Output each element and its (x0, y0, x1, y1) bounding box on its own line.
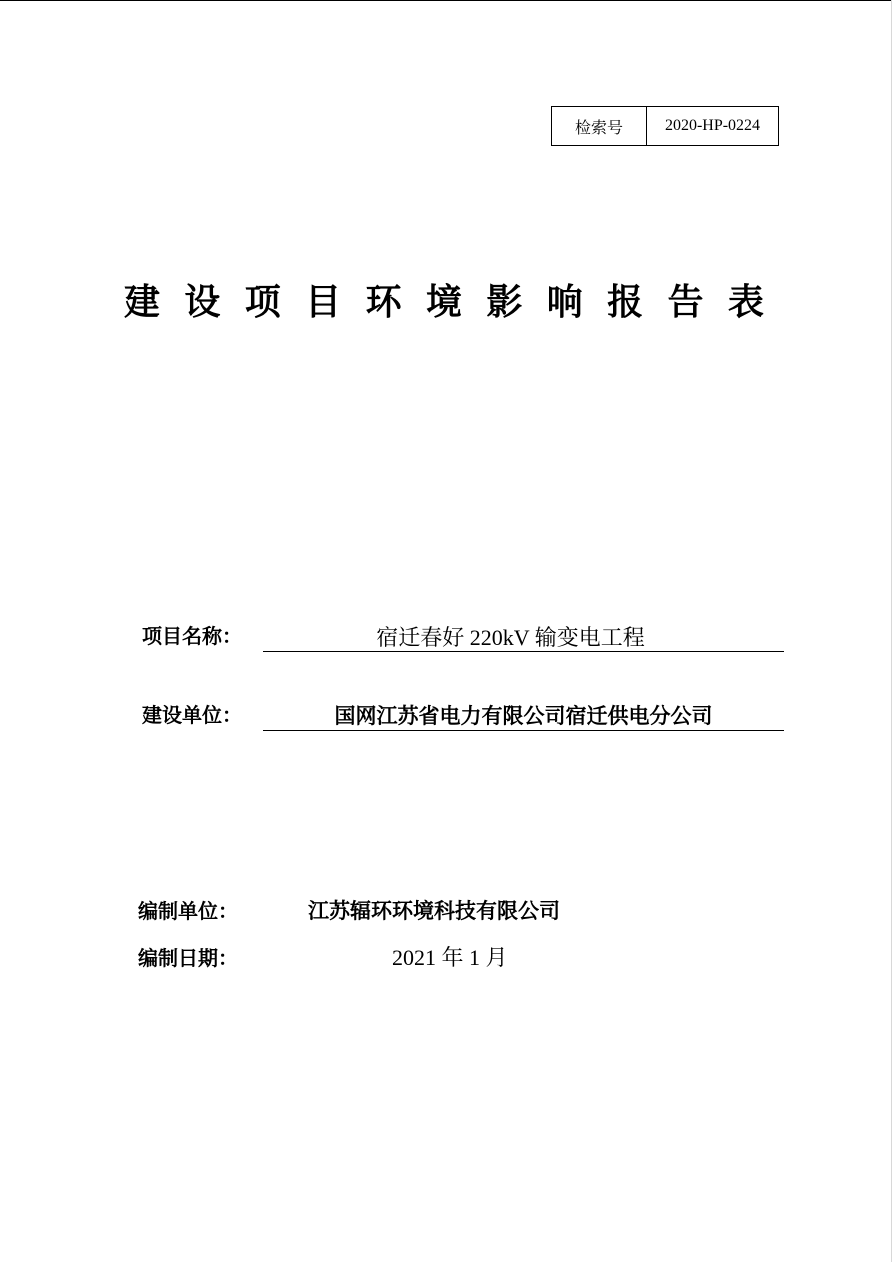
project-name-row (142, 621, 784, 651)
title-char: 建 (124, 281, 161, 323)
compiling-date-value: 2021 年 1 月 (392, 945, 508, 970)
compiling-unit-row (138, 896, 738, 926)
title-char: 境 (425, 281, 462, 323)
title-char: 项 (244, 281, 281, 323)
title-char: 影 (486, 281, 523, 323)
title-char: 响 (546, 281, 583, 323)
index-number-label: 检索号 (552, 107, 647, 145)
compiling-unit-value: 江苏辐环环境科技有限公司 (308, 899, 560, 923)
construction-unit-underline (263, 700, 784, 731)
title-char: 设 (184, 281, 221, 323)
title-char: 告 (667, 281, 704, 323)
compiling-date-label: 编制日期： (138, 946, 238, 970)
construction-unit-row (142, 700, 784, 730)
document-title (124, 274, 764, 324)
project-name-underline (263, 621, 784, 652)
construction-unit-label: 建设单位： (142, 703, 242, 727)
compiling-date-row (138, 943, 738, 973)
project-name-label: 项目名称： (142, 624, 242, 648)
index-number-box (551, 106, 779, 146)
title-char: 表 (727, 281, 764, 323)
project-name-value: 宿迁春好 220kV 输变电工程 (376, 624, 645, 650)
construction-unit-value: 国网江苏省电力有限公司宿迁供电分公司 (334, 704, 713, 728)
title-char: 环 (365, 281, 402, 323)
title-char: 目 (305, 281, 342, 323)
compiling-unit-label: 编制单位： (138, 899, 238, 923)
page-top-border (0, 0, 892, 1)
title-char: 报 (607, 281, 644, 323)
index-number-value: 2020-HP-0224 (664, 117, 761, 134)
